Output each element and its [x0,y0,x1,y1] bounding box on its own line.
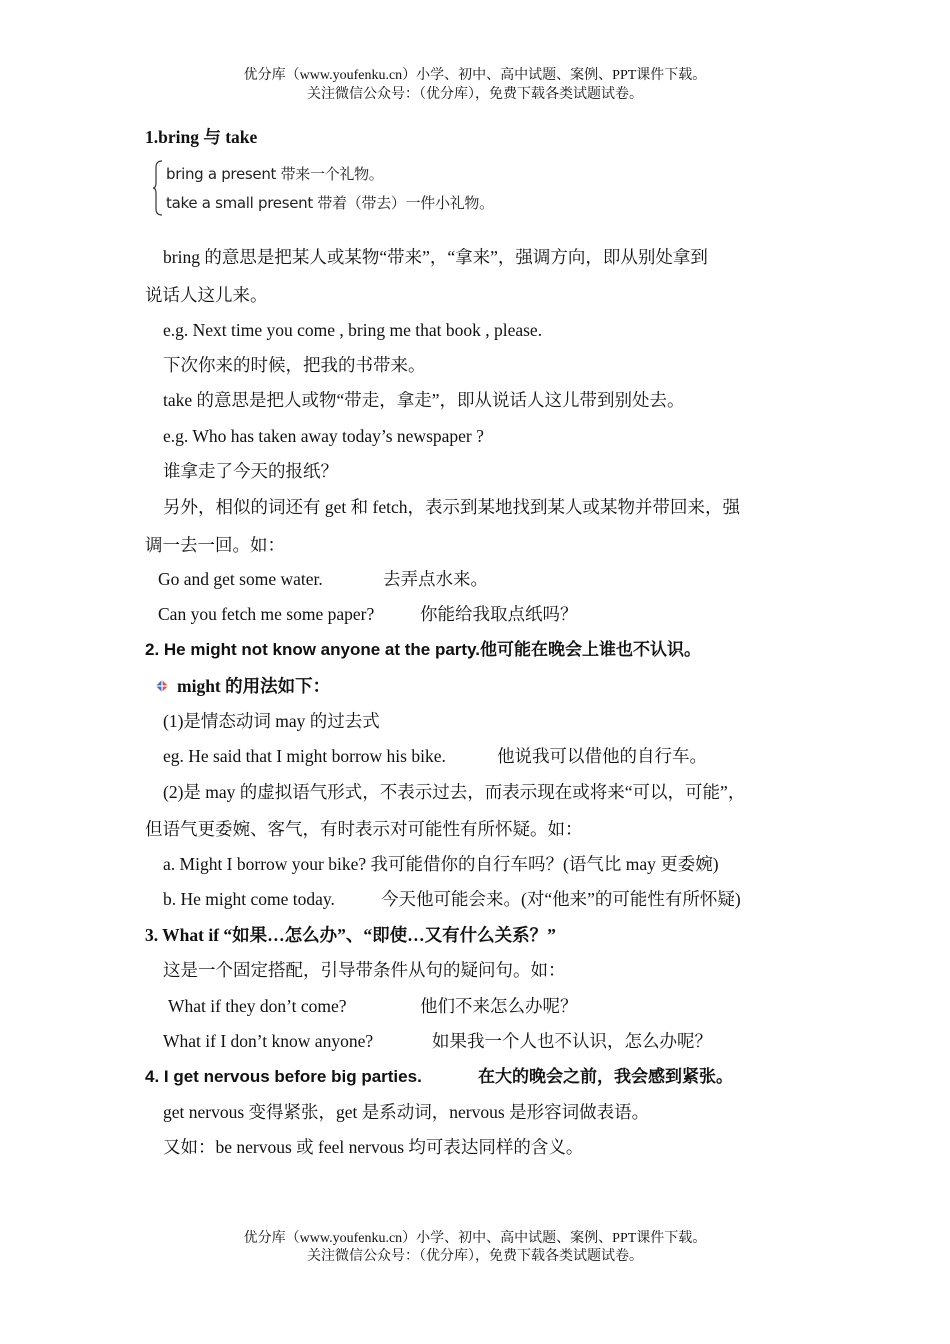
figure-line1: bring a present 带来一个礼物。 [166,165,384,183]
s3-ex2-en: What if I don’t know anyone? [163,1031,374,1051]
s2-ex1-cn: 他说我可以借他的自行车。 [497,746,707,766]
s2-p2a: (2)是 may 的虚拟语气形式，不表示过去，而表示现在或将来“可以，可能”， [163,782,746,802]
section4-heading-cn: 在大的晚会之前，我会感到紧张。 [478,1067,733,1086]
s2-exb-en: b. He might come today. [163,889,335,909]
s4-p2: 又如：be nervous 或 feel nervous 均可表达同样的含义。 [163,1137,584,1157]
s1-ex3-en: Go and get some water. [158,569,323,589]
s3-ex1-en: What if they don’t come? [168,996,347,1016]
s1-ex2-cn: 谁拿走了今天的报纸？ [163,461,338,481]
brace-icon [153,160,163,216]
s1-p3b: 调一去一回。如： [145,535,285,555]
s1-ex3-cn: 去弄点水来。 [383,569,488,589]
s1-p1b: 说话人这儿来。 [145,285,268,305]
diamond-bullet-icon [155,679,169,693]
s1-ex4-en: Can you fetch me some paper? [158,604,375,624]
section1-heading: 1.bring 与 take [145,127,258,147]
s3-ex1-cn: 他们不来怎么办呢？ [420,996,578,1016]
s2-p1: (1)是情态动词 may 的过去式 [163,711,380,731]
s1-p2: take 的意思是把人或物“带走，拿走”，即从说话人这儿带到别处去。 [163,390,685,410]
s2-exb-cn: 今天他可能会来。(对“他来”的可能性有所怀疑) [381,889,741,909]
s1-p3a: 另外，相似的词还有 get 和 fetch，表示到某地找到某人或某物并带回来，强 [163,497,740,517]
section3-heading: 3. What if “如果…怎么办”、“即使…又有什么关系？” [145,925,556,945]
s2-sub-text: might 的用法如下： [177,676,331,696]
s1-ex1: e.g. Next time you come , bring me that book , please. [163,320,543,340]
section2-heading: 2. He might not know anyone at the party.他可能在晚会上谁也不认识。 [145,640,702,659]
s1-ex4-cn: 你能给我取点纸吗？ [420,604,578,624]
s2-ex1-en: eg. He said that I might borrow his bike. [163,746,446,766]
figure-line2: take a small present 带着（带去）一件小礼物。 [166,194,494,212]
s2-p2b: 但语气更委婉、客气，有时表示对可能性有所怀疑。如： [145,819,583,839]
s1-ex2: e.g. Who has taken away today’s newspaper ? [163,426,484,446]
s1-ex1-cn: 下次你来的时候，把我的书带来。 [163,355,426,375]
page-header-line2: 关注微信公众号：（优分库），免费下载各类试题试卷。 [307,87,643,102]
s3-ex2-cn: 如果我一个人也不认识，怎么办呢？ [432,1031,712,1051]
s2-sub [155,675,330,697]
page-footer-line1: 优分库（www.youfenku.cn）小学、初中、高中试题、案例、PPT课件下载。 [243,1231,707,1246]
s3-p1: 这是一个固定搭配，引导带条件从句的疑问句。如： [163,960,566,980]
page-header-line1: 优分库（www.youfenku.cn）小学、初中、高中试题、案例、PPT课件下载。 [243,68,707,83]
page-footer-line2: 关注微信公众号：（优分库），免费下载各类试题试卷。 [307,1249,643,1264]
s2-exa: a. Might I borrow your bike? 我可能借你的自行车吗？(语气比 may 更委婉) [163,854,719,874]
section4-heading-en: 4. I get nervous before big parties. [145,1067,422,1086]
s4-p1: get nervous 变得紧张，get 是系动词，nervous 是形容词做表语。 [163,1102,650,1122]
s1-p1a: bring 的意思是把某人或某物“带来”，“拿来”，强调方向，即从别处拿到 [163,247,708,267]
